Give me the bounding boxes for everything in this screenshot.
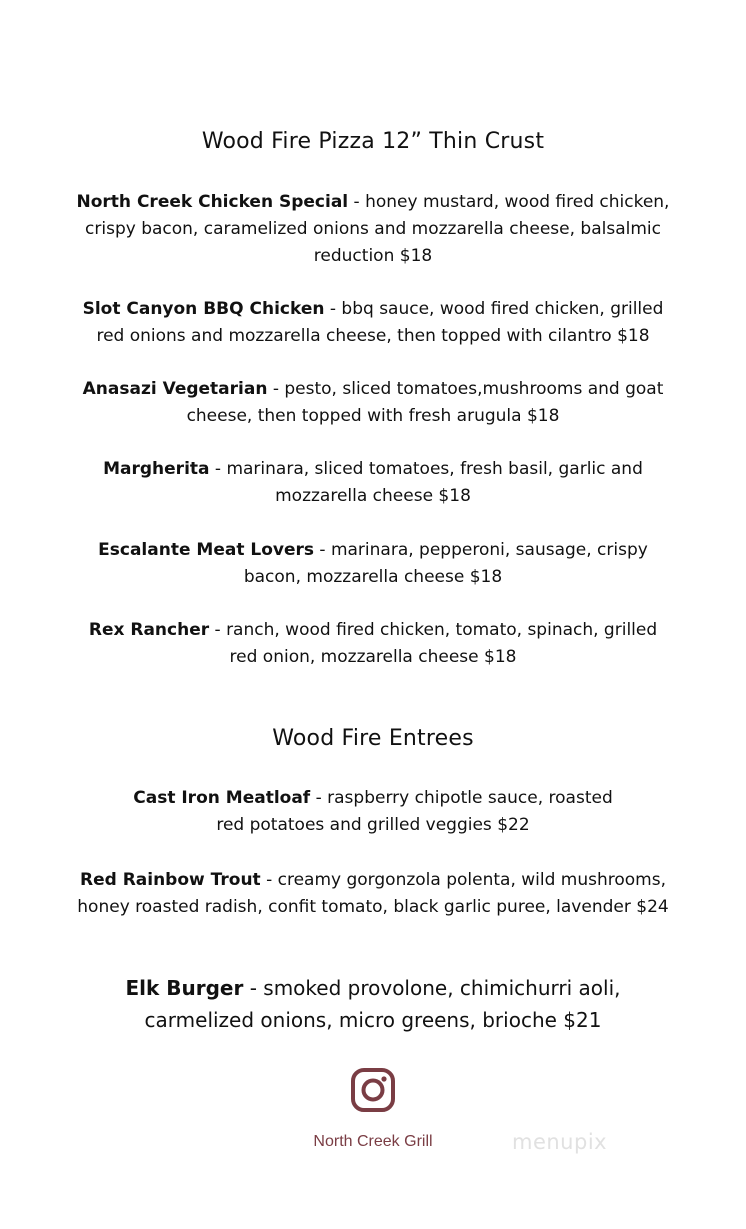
menu-item-name: Slot Canyon BBQ Chicken (82, 299, 325, 319)
menu-item-description: - honey mustard, wood fired chicken, crispy bacon, caramelized onions and mozzarella cheese, balsalmic reduction $18 (85, 192, 670, 266)
menu-item-name: Escalante Meat Lovers (98, 540, 315, 560)
section-title-entrees: Wood Fire Entrees (272, 726, 474, 751)
menu-item-name: Margherita (103, 459, 210, 479)
menu-item-description: - marinara, pepperoni, sausage, crispy bacon, mozzarella cheese $18 (243, 540, 648, 587)
menu-item-name: Rex Rancher (88, 620, 210, 640)
menu-item (110, 972, 636, 1036)
menu-item-name: Elk Burger (125, 976, 244, 1000)
menu-item-description: - pesto, sliced tomatoes,mushrooms and goat cheese, then topped with fresh arugula $18 (186, 379, 664, 426)
watermark-logo: menupix (512, 1130, 608, 1154)
menu-item (70, 189, 676, 270)
menu-item-description: - creamy gorgonzola polenta, wild mushrooms, honey roasted radish, confit tomato, black garlic puree, lavender $24 (77, 870, 669, 917)
menu-item (95, 456, 651, 510)
instagram-icon[interactable] (351, 1068, 395, 1112)
menu-item (118, 785, 628, 839)
menu-item-name: Red Rainbow Trout (79, 870, 261, 890)
menu-item-description: - bbq sauce, wood fired chicken, grilled red onions and mozzarella cheese, then topped with cilantro $18 (96, 299, 664, 346)
menu-item-description: - ranch, wood fired chicken, tomato, spinach, grilled red onion, mozzarella cheese $18 (209, 620, 658, 667)
menu-item (82, 617, 664, 671)
menu-item (72, 867, 674, 921)
menu-item-name: Anasazi Vegetarian (82, 379, 268, 399)
menu-item-name: Cast Iron Meatloaf (133, 788, 311, 808)
menu-item (80, 376, 666, 430)
menu-item (80, 296, 666, 350)
menu-item-description: - raspberry chipotle sauce, roasted red potatoes and grilled veggies $22 (216, 788, 613, 835)
menu-item-description: - smoked provolone, chimichurri aoli, carmelized onions, micro greens, brioche $21 (144, 976, 621, 1032)
section-title-pizza: Wood Fire Pizza 12” Thin Crust (201, 129, 545, 154)
menu-item (95, 537, 651, 591)
menu-item-description: - marinara, sliced tomatoes, fresh basil, garlic and mozzarella cheese $18 (209, 459, 643, 506)
menu-item-name: North Creek Chicken Special (76, 192, 349, 212)
restaurant-name: North Creek Grill (313, 1133, 433, 1150)
